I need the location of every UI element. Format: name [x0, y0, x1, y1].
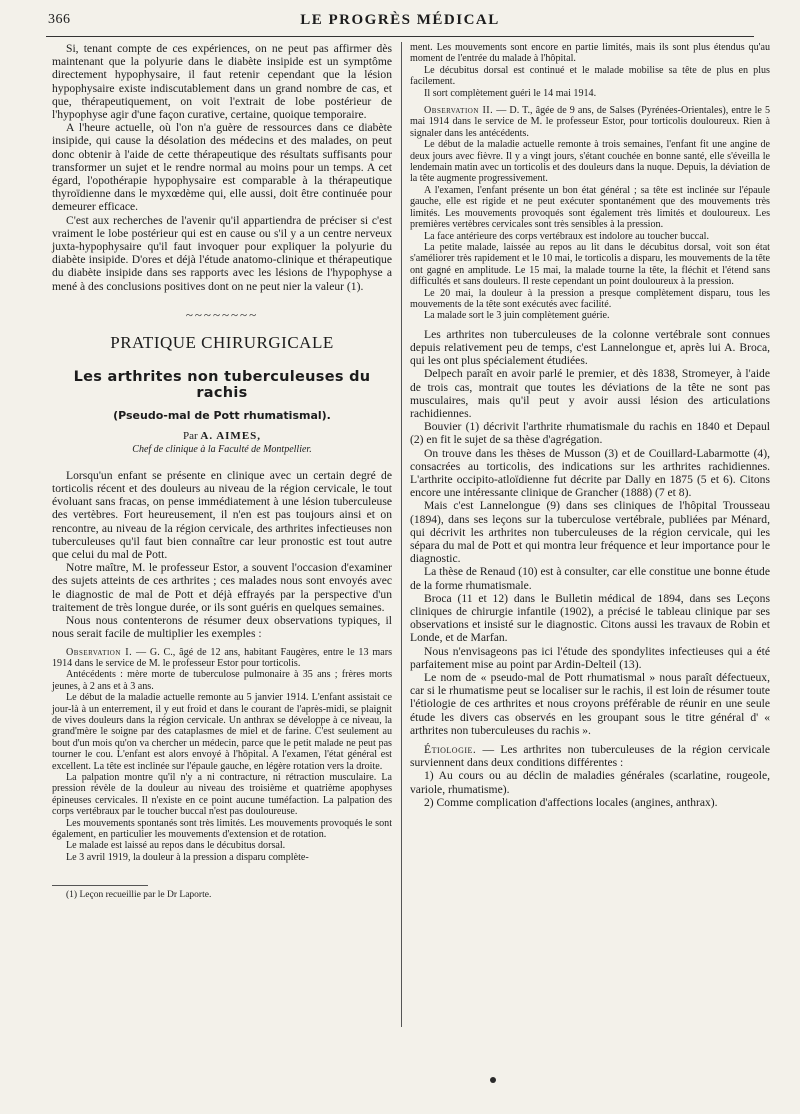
observation-paragraph: Le début de la maladie actuelle remonte à trois semaines, l'enfant fit une angine de deux jours avec fièvre. Il y a vingt jours, s'étant couchée en bonne santé, elle s'éveilla le lendemain matin avec un torticolis et des douleurs dans la nuque. Depuis, la déviation de la tête augmente progressivement. [410, 139, 770, 185]
observation-paragraph: La malade sort le 3 juin complètement guérie. [424, 310, 610, 322]
observation-paragraph: Le décubitus dorsal est continué et le malade mobilise sa tête de plus en plus facilement. [410, 64, 770, 88]
body-paragraph: On trouve dans les thèses de Musson (3) et de Couillard-Labarmotte (4), consacrées au torticolis, des indications sur les arthrites rachidiennes. L'arthrite occipito-atloïdienne fut décrite par Dally en 1875 (5 et 6). Citons encore une intéressante clinique de Grancher (1888) (7 et 8). [410, 446, 770, 500]
observation-text: — D. T., âgée de 9 ans, de Salses (Pyrénées-Orientales), entre le 5 mai 1914 dans le service de M. le professeur Estor, pour torticolis douloureux. Rien à signaler dans les antécédents. [410, 105, 771, 139]
etiology-label: Étiologie. [424, 743, 477, 757]
body-paragraph: Les arthrites non tuberculeuses de la colonne vertébrale sont connues depuis relativement peu de temps, c'est Lannelongue et, après lui A. Broca, qui les ont plus spécialement étudiées. [410, 327, 770, 368]
observation-paragraph: A l'examen, l'enfant présente un bon état général ; sa tête est inclinée sur l'épaule gauche, elle est rigide et ne peut exécuter spontanément que des mouvements très limités. Les mouvements provoqués sont également très limités et douloureux. Les premières vertèbres cervicales sont très sensibles à la pression. [410, 184, 770, 231]
observation-continuation: ment. Les mouvements sont encore en partie limités, mais ils sont plus étendus qu'au moment de l'entrée du malade à l'hôpital. [410, 42, 770, 65]
right-column [410, 42, 770, 809]
etiology-paragraph [410, 743, 770, 769]
body-paragraph: Bouvier (1) décrivit l'arthrite rhumatismale du rachis en 1840 et Depaul (2) en fit le sujet de sa thèse d'agrégation. [410, 420, 770, 447]
page-mark-dot [490, 1077, 496, 1083]
footnote-rule [52, 885, 148, 886]
byline-prefix: Par [182, 429, 198, 442]
body-paragraph: Le nom de « pseudo-mal de Pott rhumatismal » nous paraît défectueux, car si le rhumatisme peut se localiser sur le rachis, il est loin de résumer toute l'étiologie de ces arthrites et nous croyons préférable de réunir en une seule étude les divers cas observés en les groupant sous le titre général d' « arthrites non tuberculeuses du rachis ». [410, 671, 770, 737]
etiology-intro: — Les arthrites non tuberculeuses de la région cervicale surviennent dans deux conditions différentes : [410, 743, 770, 770]
left-column [52, 42, 392, 901]
observation-label: Observation II. [424, 105, 494, 117]
article-subtitle: (Pseudo-mal de Pott rhumatismal). [113, 408, 331, 422]
footnote: (1) Leçon recueillie par le Dr Laporte. [66, 890, 212, 901]
observation-paragraph: Le 3 avril 1919, la douleur à la pression a disparu complète- [66, 851, 309, 863]
intro-paragraph: A l'heure actuelle, où l'on n'a guère de ressources dans ce diabète insipide, qui cause la désolation des médecins et des malades, on peut donc obtenir à l'aide de cette thérapeutique des résultats suffisants pour transformer un sujet et le rendre normal au moins pour un temps. A cet égard, l'opothérapie hypophysaire est comparable à la thérapeutique thyroïdienne dans le myxœdème qui, elle aussi, doit être continuée pour demeurer efficace. [52, 121, 392, 214]
observation-paragraph: Antécédents : mère morte de tuberculose pulmonaire à 35 ans ; frères morts jeunes, à 2 ans et à 3 ans. [52, 669, 392, 692]
body-paragraph: Nous nous contenterons de résumer deux observations typiques, il nous serait facile de multiplier les exemples : [52, 614, 392, 641]
observation-paragraph: Il sort complètement guéri le 14 mai 1914. [424, 87, 597, 99]
author-name: A. AIMES, [200, 429, 262, 442]
observation-1-header [52, 647, 392, 670]
author-affiliation: Chef de clinique à la Faculté de Montpellier. [132, 443, 312, 455]
observation-paragraph: La face antérieure des corps vertébraux est indolore au toucher buccal. [424, 230, 710, 242]
column-divider [401, 42, 402, 1027]
observation-paragraph: Le 20 mai, la douleur à la pression a presque complètement disparu, tous les mouvements de la tête sont exécutés avec facilité. [410, 287, 770, 310]
observation-text: — G. C., âgé de 12 ans, habitant Faugères, entre le 13 mars 1914 dans le service de M. le professeur Estor pour torticolis. [52, 646, 392, 669]
etiology-item: 1) Au cours ou au déclin de maladies générales (scarlatine, rougeole, variole, rhumatisme). [410, 769, 770, 796]
etiology-item: 2) Comme complication d'affections locales (angines, anthrax). [424, 795, 718, 809]
ornamental-separator: ~~~~~~~~ [185, 306, 259, 322]
page-number: 366 [48, 12, 71, 27]
byline [52, 430, 392, 442]
observation-paragraph: La palpation montre qu'il n'y a ni contracture, ni rétraction musculaire. La pression révèle de la douleur au niveau des troisième et quatrième apophyses épineuses cervicales. Il n'existe en ce point aucune tuméfaction. La palpation des corps vertébraux par le toucher buccal n'est pas douloureuse. [52, 771, 392, 818]
observation-paragraph: La petite malade, laissée au repos au lit dans le décubitus dorsal, voit son état s'améliorer très rapidement et le 10 mai, le torticolis a disparu, les mouvements de la tête ont gagné en amplitude. Le 15 mai, la malade tourne la tête, la fléchit et l'étend sans difficultés et sans douleurs. Il reste cependant un point douloureux à la pression. [410, 241, 770, 288]
intro-paragraph: C'est aux recherches de l'avenir qu'il appartiendra de préciser si c'est vraiment le lobe postérieur qui est en cause ou s'il y a un centre nerveux juxta-hypophysaire qu'il faut invoquer pour expliquer la polyurie du diabète insipide. D'ores et déjà l'étude anatomo-clinique et thérapeutique du diabète insipide dans ses rapports avec les lésions de l'hypophyse a mené à des conclusions positives dont on ne peut nier la valeur (1). [52, 213, 392, 293]
observation-paragraph: Le malade est laissé au repos dans le décubitus dorsal. [66, 840, 286, 852]
body-paragraph: Nous n'envisageons pas ici l'étude des spondylites infectieuses qui a été parfaitement mise au point par Ardin-Delteil (13). [410, 644, 770, 671]
header-rule [46, 36, 754, 37]
body-paragraph: Delpech paraît en avoir parlé le premier, et dès 1838, Stromeyer, à l'aide de trois cas, montrait que toutes les déviations de la tête ne sont pas musculaires, mais qu'il peut y avoir aussi lésion des articulations rachidiennes. [410, 367, 770, 420]
body-paragraph: Lorsqu'un enfant se présente en clinique avec un certain degré de torticolis récent et des douleurs au niveau de la région cervicale, le tout évoluant sans fracas, on pense immédiatement à une lésion tuberculeuse des vertèbres. Fort heureusement, il n'en est pas toujours ainsi et on rencontre, au niveau de la région cervicale, des arthrites infectieuses non tuberculeuses qu'il faut bien connaître car leur pronostic est tout autre que celui du mal de Pott. [52, 468, 392, 562]
journal-title: LE PROGRÈS MÉDICAL [300, 12, 500, 28]
article-title: Les arthrites non tuberculeuses du rachis [73, 368, 371, 401]
observation-paragraph: Les mouvements spontanés sont très limités. Les mouvements provoqués le sont également, en particulier les mouvements d'extension et de rotation. [52, 817, 392, 840]
section-title: PRATIQUE CHIRURGICALE [110, 332, 334, 352]
page-header [48, 12, 752, 34]
observation-label: Observation I. [66, 646, 133, 658]
body-paragraph: Notre maître, M. le professeur Estor, a souvent l'occasion d'examiner des sujets atteints de ces arthrites ; ces malades nous sont envoyés avec le diagnostic de mal de Pott et déjà effrayés par la perspective d'un traitement de très longue durée, or ils sont guéris en quelques semaines. [52, 561, 392, 614]
body-paragraph: La thèse de Renaud (10) est à consulter, car elle constitue une bonne étude de la forme rhumatismale. [410, 565, 770, 592]
body-paragraph: Mais c'est Lannelongue (9) dans ses cliniques de l'hôpital Trousseau (1894), dans ses leçons sur la tuberculose vertébrale, publiées par Ménard, qui décrivit les arthrites non tuberculeuses de la région cervicale, qui les sépara du mal de Pott et qui montra leur fréquence et leur importance pour le diagnostic. [410, 499, 770, 566]
observation-paragraph: Le début de la maladie actuelle remonte au 5 janvier 1914. L'enfant assistait ce jour-là à un enterrement, il y eut froid et dans le courant de l'après-midi, se plaignit de vives douleurs dans la région cervicale. Un anthrax se développe à ce niveau, la grand'mère le soigne par des cataplasmes de miel et de farine. C'est seulement au bout d'un mois qu'on va chercher un médecin, parce que le petit malade ne peut pas tourner le cou. L'enfant est alors envoyé à l'hôpital. A l'examen, l'état général est excellent. La tête est inclinée sur l'épaule gauche, en légère rotation vers la droite. [52, 692, 392, 772]
body-paragraph: Broca (11 et 12) dans le Bulletin médical de 1894, dans ses Leçons cliniques de chirurgie infantile (1902), a précisé le tableau clinique par ses observations et insisté sur le diagnostic. Citons aussi les travaux de Robin et Londe, et de Marfan. [410, 591, 770, 645]
observation-2-header [410, 105, 770, 139]
intro-paragraph: Si, tenant compte de ces expériences, on ne peut pas affirmer dès maintenant que la polyurie dans le diabète insipide est un symptôme directement hypophysaire, il faut retenir cependant que la lésion hypophysaire existe indiscutablement dans un grand nombre de cas, et que, thérapeutiquement, on voit l'extrait de lobe postérieur de l'hypophyse agir d'une façon curative, certaine, quoique temporaire. [52, 42, 392, 122]
